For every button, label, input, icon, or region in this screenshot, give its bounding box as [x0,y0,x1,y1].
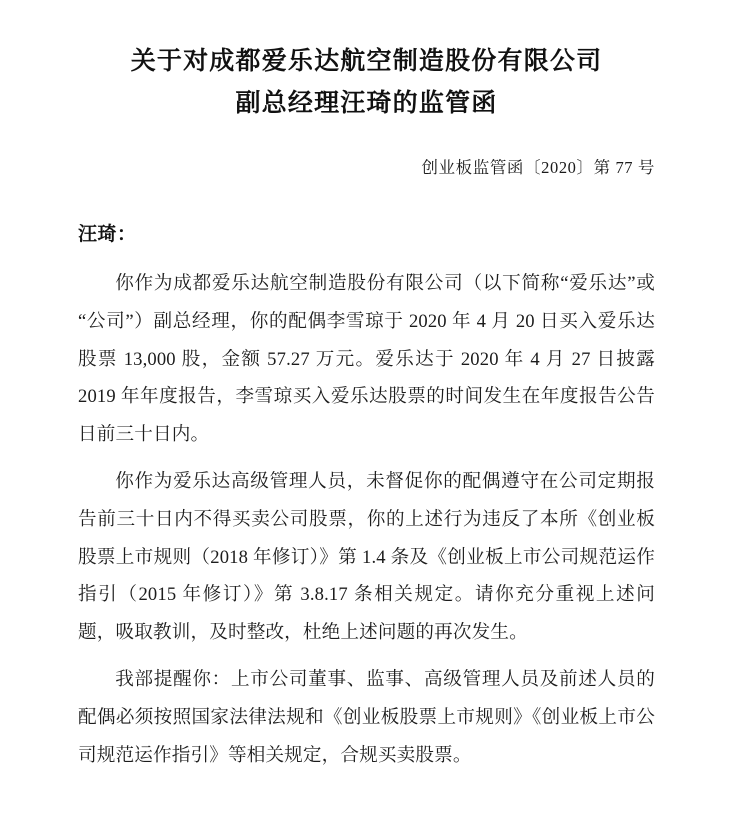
body-paragraph-3: 我部提醒你：上市公司董事、监事、高级管理人员及前述人员的配偶必须按照国家法律法规和《创业板股票上市规则》《创业板上市公司规范运作指引》等相关规定，合规买卖股票。 [78,668,655,766]
document-number: 创业板监管函〔2020〕第 77 号 [421,158,655,177]
title-line-2: 副总经理汪琦的监管函 [235,90,498,117]
document-body [0,182,733,774]
body-paragraph-1: 你作为成都爱乐达航空制造股份有限公司（以下简称“爱乐达”或“公司”）副总经理，你的配偶李雪琼于 2020 年 4 月 20 日买入爱乐达股票 13,000 股，金额 57.27 万元。爱乐达于 2020 年 4 月 27 日披露 2019 年年度报告，李雪琼买入爱乐达股票的时间发生在年度报告公告日前三十日内。 [78,273,655,446]
salutation: 汪琦： [78,224,137,245]
title-line-1: 关于对成都爱乐达航空制造股份有限公司 [130,48,603,75]
body-paragraph-2: 你作为爱乐达高级管理人员，未督促你的配偶遵守在公司定期报告前三十日内不得买卖公司股票，你的上述行为违反了本所《创业板股票上市规则（2018 年修订）》第 1.4 条及《创业板上市公司规范运作指引（2015 年修订）》第 3.8.17 条相关规定。请你充分重视上述问题，吸取教训，及时整改，杜绝上述问题的再次发生。 [78,470,655,644]
page-title [0,0,733,124]
